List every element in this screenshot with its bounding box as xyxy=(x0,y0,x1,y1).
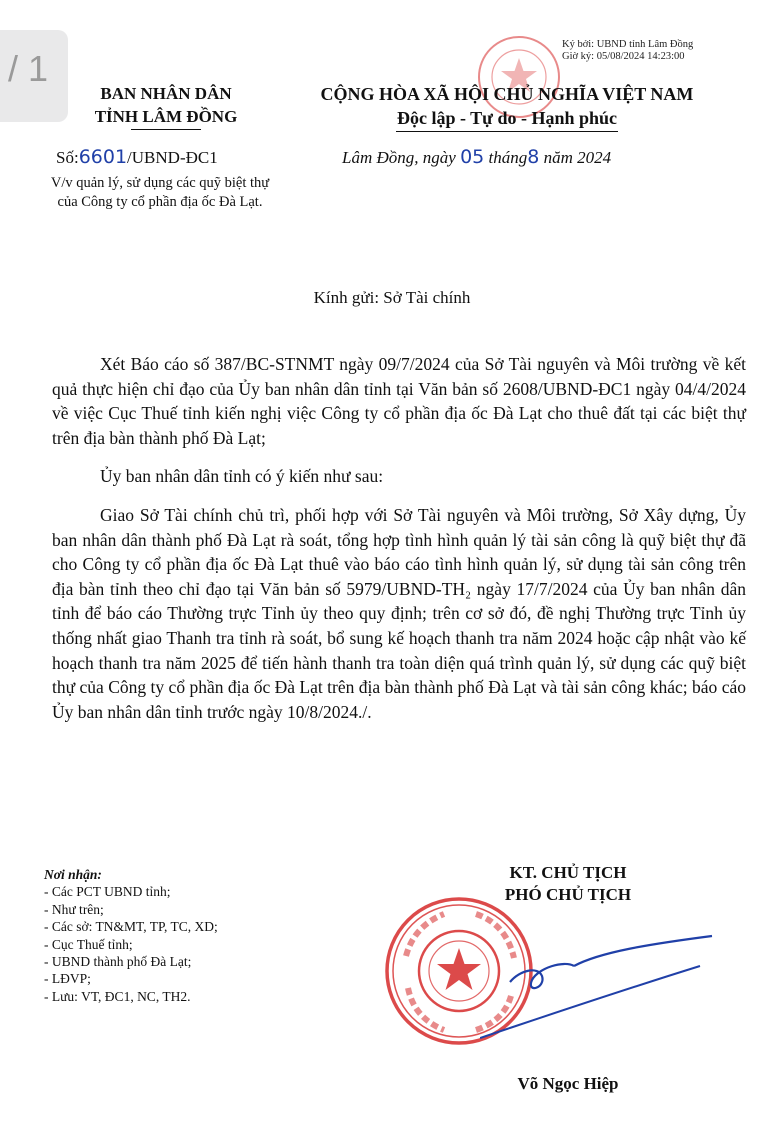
number-handwritten: 6601 xyxy=(78,146,128,168)
month-handwritten: 8 xyxy=(527,146,540,168)
recipient-item: - Các sở: TN&MT, TP, TC, XD; xyxy=(44,919,218,935)
recipient-item: - Các PCT UBND tỉnh; xyxy=(44,884,171,900)
recipient-item: - UBND thành phố Đà Lạt; xyxy=(44,954,192,970)
recipients-title: Nơi nhận: xyxy=(44,867,102,882)
recipient-line: Kính gửi: Sở Tài chính xyxy=(313,288,471,307)
date-line xyxy=(342,146,611,168)
document-subject: V/v quản lý, sử dụng các quỹ biệt thự của Công ty cổ phần địa ốc Đà Lạt. xyxy=(50,175,270,210)
number-prefix: Số: xyxy=(56,148,79,167)
year-text: năm 2024 xyxy=(543,148,612,167)
sign-time: Giờ ký: 05/08/2024 14:23:00 xyxy=(562,51,685,62)
day-handwritten: 05 xyxy=(460,146,485,168)
recipient-item: - Cục Thuế tỉnh; xyxy=(44,936,133,952)
recipient-item: - Như trên; xyxy=(44,901,104,917)
body-paragraph-1: Xét Báo cáo số 387/BC-STNMT ngày 09/7/2024 của Sở Tài nguyên và Môi trường về kết quả thực hiện chỉ đạo của Ủy ban nhân dân tỉnh tại Văn bản số 2608/UBND-ĐC1 ngày 04/4/2024 về việc Cục Thuế tỉnh kiến nghị việc Công ty cổ phần địa ốc Đà Lạt cho thuê đất tại các biệt thự trên địa bàn thành phố Đà Lạt; xyxy=(52,354,746,448)
month-label: tháng xyxy=(488,148,528,167)
handwritten-signature-icon xyxy=(480,930,720,1040)
recipient-item: - LĐVP; xyxy=(44,971,91,987)
motto-underline xyxy=(396,131,618,132)
issuing-agency xyxy=(66,82,266,130)
digital-signature-info xyxy=(562,39,693,63)
signature-title-1: KT. CHỦ TỊCH xyxy=(509,863,627,882)
recipient-item: - Lưu: VT, ĐC1, NC, TH2. xyxy=(44,988,191,1004)
nation-motto: Độc lập - Tự do - Hạnh phúc xyxy=(396,108,618,128)
body-paragraph-2: Ủy ban nhân dân tỉnh có ý kiến như sau: xyxy=(100,466,384,487)
agency-line-2: TỈNH LÂM ĐỒNG xyxy=(94,107,238,126)
nation-title: CỘNG HÒA XÃ HỘI CHỦ NGHĨA VIỆT NAM xyxy=(320,84,694,104)
document-number xyxy=(56,146,218,168)
agency-underline xyxy=(131,129,201,130)
signer-name: Võ Ngọc Hiệp xyxy=(517,1074,619,1093)
national-header xyxy=(292,82,722,132)
agency-line-1: BAN NHÂN DÂN xyxy=(100,84,232,103)
signed-by: Ký bởi: UBND tỉnh Lâm Đồng xyxy=(562,39,694,50)
number-suffix: /UBND-ĐC1 xyxy=(127,148,218,167)
page-indicator: / 1 xyxy=(0,30,68,122)
body-paragraph-3: Giao Sở Tài chính chủ trì, phối hợp với Sở Tài nguyên và Môi trường, Sở Xây dựng, Ủy ban nhân dân thành phố Đà Lạt rà soát, tổng hợp tình hình quản lý tài sản công là quỹ biệt thự đã cho Công ty cổ phần địa ốc Đà Lạt thuê vào báo cáo tình hình quản lý, sử dụng tài sản công trên địa bàn tỉnh theo chỉ đạo tại Văn bản số 5979/UBND-TH₂ ngày 17/7/2024 của Ủy ban nhân dân tỉnh để báo cáo Thường trực Tỉnh ủy theo quy định; trên cơ sở đó, đề nghị Thường trực Tỉnh ủy thống nhất giao Thanh tra tỉnh rà soát, bổ sung kế hoạch thanh tra năm 2024 hoặc cập nhật vào kế hoạch thanh tra năm 2025 để tiến hành thanh tra toàn diện quá trình quản lý, sử dụng các quỹ biệt thự của Công ty cổ phần địa ốc Đà Lạt trên địa bàn thành phố Đà Lạt và tài sản công khác; báo cáo Ủy ban nhân dân tỉnh trước ngày 10/8/2024./. xyxy=(52,504,746,722)
date-prefix: Lâm Đồng, ngày xyxy=(342,148,456,167)
recipients-list xyxy=(44,866,344,1005)
document-body xyxy=(52,352,746,738)
signature-title-2: PHÓ CHỦ TỊCH xyxy=(504,885,632,904)
